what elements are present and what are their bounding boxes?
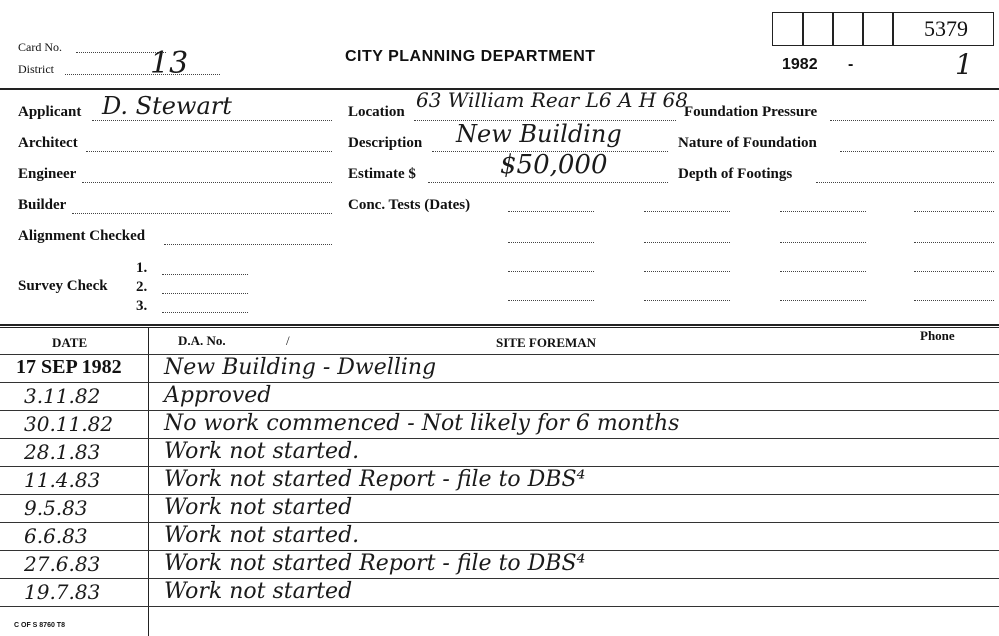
log-date: 27.6.83 (24, 552, 101, 576)
builder-line (72, 213, 332, 214)
table-row-rule (0, 382, 999, 383)
engineer-line (82, 182, 332, 183)
card-number-box (802, 12, 834, 46)
alignment-line (164, 244, 332, 245)
district-line (65, 74, 220, 75)
conc-test-line (914, 242, 994, 243)
table-row-rule (0, 494, 999, 495)
engineer-label: Engineer (18, 166, 77, 182)
description-value: New Building (456, 120, 622, 148)
department-title: CITY PLANNING DEPARTMENT (345, 48, 596, 65)
date-column-divider (148, 327, 149, 636)
log-entry: Work not started Report - file to DBS⁴ (164, 467, 586, 492)
log-date: 28.1.83 (24, 440, 101, 464)
table-row-rule (0, 438, 999, 439)
card-number-box (832, 12, 864, 46)
estimate-line (428, 182, 668, 183)
card-no-label: Card No. (18, 40, 62, 54)
log-date: 17 SEP 1982 (16, 356, 122, 378)
foundation-pressure-label: Foundation Pressure (684, 104, 818, 120)
conc-test-line (914, 271, 994, 272)
foundation-pressure-line (830, 120, 994, 121)
log-entry: Work not started. (164, 523, 360, 548)
conc-test-line (508, 242, 594, 243)
print-code: C OF S 8760 T8 (14, 622, 65, 629)
log-date: 6.6.83 (24, 524, 88, 548)
log-date: 30.11.82 (24, 412, 114, 436)
applicant-value: D. Stewart (102, 92, 232, 120)
year-dash: - (848, 56, 854, 73)
description-label: Description (348, 135, 423, 151)
phone-header: Phone (920, 328, 955, 343)
log-date: 19.7.83 (24, 580, 101, 604)
log-entry: Approved (164, 383, 272, 408)
year-suffix: 1 (955, 48, 973, 81)
conc-test-line (780, 271, 866, 272)
card-number-box (862, 12, 894, 46)
conc-test-line (644, 271, 730, 272)
table-top-border-inner (0, 327, 999, 328)
card-number-box (772, 12, 804, 46)
architect-line (86, 151, 332, 152)
conc-test-line (780, 242, 866, 243)
estimate-value: $50,000 (500, 150, 608, 180)
survey-line-3 (162, 312, 248, 313)
district-value: 13 (150, 46, 189, 81)
survey-item-3: 3. (136, 298, 148, 314)
date-header: DATE (52, 335, 88, 350)
table-row-rule (0, 522, 999, 523)
log-entry: Work not started Report - file to DBS⁴ (164, 551, 586, 576)
log-date: 9.5.83 (24, 496, 88, 520)
da-header: D.A. No. (178, 333, 226, 348)
year-label: 1982 (782, 56, 818, 73)
conc-test-line (780, 211, 866, 212)
survey-item-2: 2. (136, 279, 148, 295)
conc-test-line (508, 271, 594, 272)
conc-tests-label: Conc. Tests (Dates) (348, 197, 471, 213)
table-row-rule (0, 606, 999, 607)
log-entry: New Building - Dwelling (164, 355, 437, 380)
nature-foundation-label: Nature of Foundation (678, 135, 817, 151)
alignment-label: Alignment Checked (18, 228, 146, 244)
conc-test-line (914, 211, 994, 212)
conc-test-line (914, 300, 994, 301)
location-label: Location (348, 104, 405, 120)
nature-foundation-line (840, 151, 994, 152)
log-entry: No work commenced - Not likely for 6 months (164, 411, 680, 436)
log-entry: Work not started. (164, 439, 360, 464)
applicant-label: Applicant (18, 104, 82, 120)
survey-item-1: 1. (136, 260, 148, 276)
conc-test-line (508, 211, 594, 212)
conc-test-line (780, 300, 866, 301)
district-label: District (18, 62, 54, 76)
foreman-header: SITE FOREMAN (496, 335, 597, 350)
location-value: 63 William Rear L6 A H 68 (416, 88, 688, 112)
depth-footings-label: Depth of Footings (678, 166, 793, 182)
log-date: 3.11.82 (24, 384, 101, 408)
conc-test-line (508, 300, 594, 301)
log-entry: Work not started (164, 579, 353, 604)
conc-test-line (644, 300, 730, 301)
card-number: 5379 (924, 16, 968, 41)
survey-label: Survey Check (18, 278, 108, 294)
survey-line-2 (162, 293, 248, 294)
conc-test-line (644, 242, 730, 243)
architect-label: Architect (18, 135, 78, 151)
da-value: / (286, 333, 290, 348)
survey-line-1 (162, 274, 248, 275)
conc-test-line (644, 211, 730, 212)
table-top-border (0, 324, 999, 326)
depth-footings-line (816, 182, 994, 183)
estimate-label: Estimate $ (348, 166, 416, 182)
builder-label: Builder (18, 197, 67, 213)
table-row-rule (0, 354, 999, 355)
table-row-rule (0, 578, 999, 579)
log-entry: Work not started (164, 495, 353, 520)
applicant-line (92, 120, 332, 121)
log-date: 11.4.83 (24, 468, 101, 492)
